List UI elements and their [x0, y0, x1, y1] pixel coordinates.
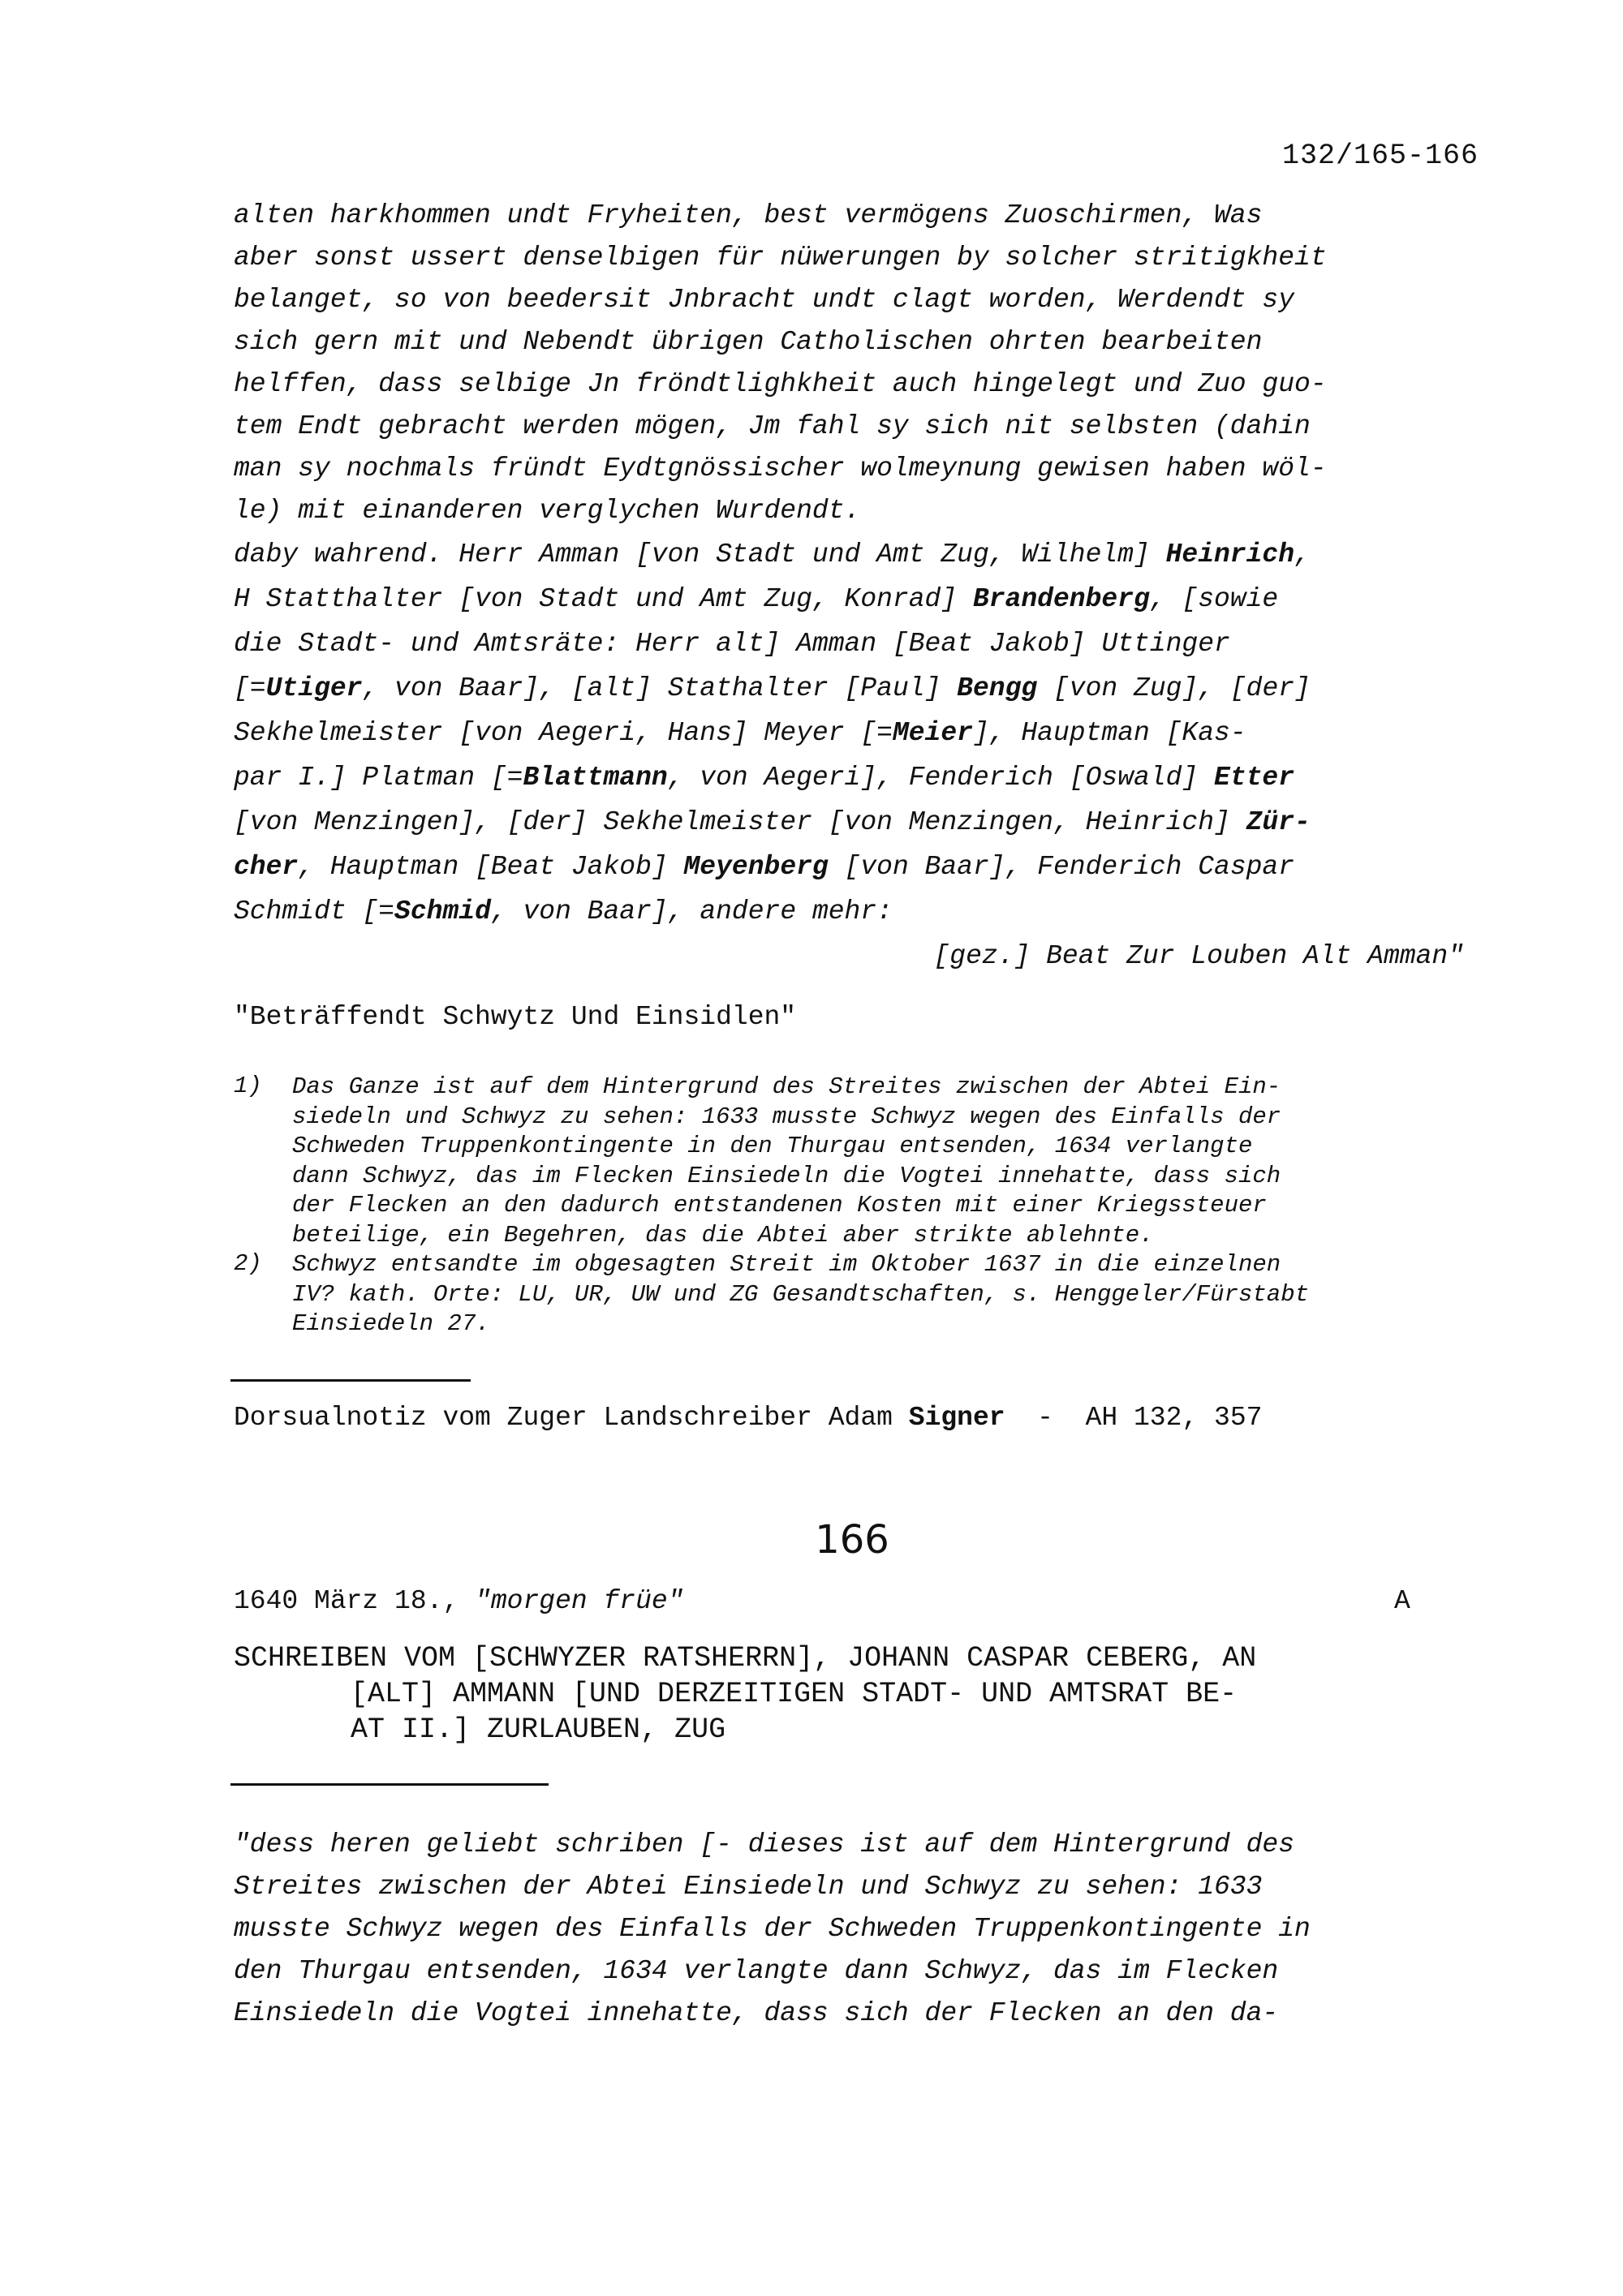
- title-line: SCHREIBEN VOM [SCHWYZER RATSHERRN], JOHANN CASPAR CEBERG, AN: [234, 1642, 1257, 1675]
- title-line: AT II.] ZURLAUBEN, ZUG: [351, 1713, 726, 1746]
- text-run: , von Aegeri], Fenderich [Oswald]: [667, 763, 1215, 793]
- text-line: sich gern mit und Nebendt übrigen Catholischen ohrten bearbeiten: [234, 327, 1263, 357]
- bold-name: cher: [234, 852, 299, 882]
- text-run: H Statthalter [von Stadt und Amt Zug, Konrad]: [234, 584, 973, 614]
- dorsal-note: [234, 1397, 1262, 1439]
- text-run: , von Baar], [alt] Stathalter [Paul]: [362, 673, 958, 703]
- footnote-line: IV? kath. Orte: LU, UR, UW und ZG Gesandtschaften, s. Henggeler/Fürstabt: [292, 1280, 1310, 1308]
- footnote-number: 2): [234, 1250, 262, 1277]
- footnote: [234, 1250, 1516, 1339]
- text-line: tem Endt gebracht werden mögen, Jm fahl sy sich nit selbsten (dahin: [234, 411, 1311, 441]
- text-run: ], Hauptman [Kas-: [972, 718, 1246, 748]
- text-line: [234, 577, 1500, 621]
- text-run: Dorsualnotiz vom Zuger Landschreiber Adam: [234, 1403, 909, 1433]
- bold-name: Schmid: [394, 896, 491, 927]
- time-text: "morgen früe": [475, 1586, 684, 1616]
- text-line: den Thurgau entsenden, 1634 verlangte dann Schwyz, das im Flecken: [234, 1956, 1279, 1986]
- bold-name: Zür-: [1246, 807, 1311, 837]
- text-line: "dess heren geliebt schriben [- dieses ist auf dem Hintergrund des: [234, 1829, 1295, 1860]
- bold-name: Blattmann: [523, 763, 668, 793]
- footnote-line: siedeln und Schwyz zu sehen: 1633 musste Schwyz wegen des Einfalls der: [292, 1103, 1281, 1130]
- text-line: belanget, so von beedersit Jnbracht undt clagt worden, Werdendt sy: [234, 285, 1295, 315]
- text-run: , [sowie: [1149, 584, 1279, 614]
- footnote: [234, 1073, 1516, 1250]
- text-run: daby wahrend. Herr Amman [von Stadt und Amt Zug, Wilhelm]: [234, 540, 1166, 570]
- bold-name: Meier: [892, 718, 973, 748]
- text-run: par I.] Platman [=: [234, 763, 523, 793]
- document-number: 166: [815, 1517, 889, 1563]
- footnotes: [234, 1073, 1516, 1339]
- title-line: [ALT] AMMANN [UND DERZEITIGEN STADT- UND AMTSRAT BE-: [351, 1678, 1238, 1710]
- text-line: Einsiedeln die Vogtei innehatte, dass sich der Flecken an den da-: [234, 1998, 1279, 2028]
- bold-name: Etter: [1214, 763, 1295, 793]
- bold-name: Bengg: [957, 673, 1038, 703]
- footnote-line: dann Schwyz, das im Flecken Einsiedeln die Vogtei innehatte, dass sich: [292, 1162, 1281, 1189]
- text-line: [234, 711, 1500, 755]
- text-run: , Hauptman [Beat Jakob]: [298, 852, 684, 882]
- text-line: le) mit einanderen verglychen Wurdendt.: [234, 496, 861, 526]
- bold-name: Meyenberg: [683, 852, 829, 882]
- bold-name: Utiger: [265, 673, 363, 703]
- text-line: Streites zwischen der Abtei Einsiedeln und Schwyz zu sehen: 1633: [234, 1872, 1263, 1902]
- text-run: ,: [1294, 540, 1311, 570]
- letter-quote-text: [234, 1824, 1516, 2035]
- bold-name: Signer: [908, 1403, 1005, 1433]
- section-heading-quote: "Beträffendt Schwytz Und Einsidlen": [234, 1002, 797, 1032]
- document-title: [234, 1640, 1532, 1748]
- bold-name: Heinrich: [1165, 540, 1295, 570]
- text-line: alten harkhommen undt Fryheiten, best vermögens Zuoschirmen, Was: [234, 200, 1263, 230]
- footnote-line: Schwyz entsandte im obgesagten Streit im Oktober 1637 in die einzelnen: [292, 1251, 1281, 1278]
- footnote-line: beteilige, ein Begehren, das die Abtei aber strikte ablehnte.: [292, 1221, 1154, 1249]
- text-line: die Stadt- und Amtsräte: Herr alt] Amman [Beat Jakob] Uttinger: [234, 629, 1230, 659]
- text-line: [234, 800, 1500, 845]
- text-run: [=: [234, 673, 266, 703]
- date-line: [234, 1580, 684, 1623]
- footnote-number: 1): [234, 1073, 262, 1099]
- footnote-line: Das Ganze ist auf dem Hintergrund des Streites zwischen der Abtei Ein-: [292, 1073, 1281, 1100]
- main-body-text: [234, 195, 1500, 532]
- text-line: [234, 889, 1500, 934]
- text-run: - AH 132, 357: [1005, 1403, 1263, 1433]
- text-run: Sekhelmeister [von Aegeri, Hans] Meyer [=: [234, 718, 893, 748]
- text-line: [234, 666, 1500, 711]
- title-divider: [230, 1783, 549, 1786]
- text-run: [von Baar], Fenderich Caspar: [828, 852, 1295, 882]
- text-run: [von Menzingen], [der] Sekhelmeister [von Menzingen, Heinrich]: [234, 807, 1246, 837]
- text-line: [234, 532, 1500, 577]
- section-divider: [230, 1379, 471, 1382]
- document-type-letter: A: [1394, 1586, 1410, 1616]
- page-reference: 132/165-166: [1281, 140, 1479, 172]
- text-line: man sy nochmals fründt Eydtgnössischer wolmeynung gewisen haben wöl-: [234, 454, 1327, 484]
- text-run: , von Baar], andere mehr:: [490, 896, 893, 927]
- bold-name: Brandenberg: [972, 584, 1150, 614]
- footnote-line: Schweden Truppenkontingente in den Thurgau entsenden, 1634 verlangte: [292, 1133, 1253, 1159]
- date-text: 1640 März 18.,: [234, 1586, 476, 1616]
- text-run: [von Zug], [der]: [1037, 673, 1311, 703]
- footnote-line: der Flecken an den dadurch entstandenen Kosten mit einer Kriegssteuer: [292, 1192, 1267, 1219]
- text-run: Schmidt [=: [234, 896, 395, 927]
- text-line: musste Schwyz wegen des Einfalls der Schweden Truppenkontingente in: [234, 1914, 1311, 1944]
- annotated-attendees-text: [234, 532, 1500, 978]
- text-line: [234, 845, 1500, 889]
- text-line: helffen, dass selbige Jn fröndtlighkheit auch hingelegt und Zuo guo-: [234, 369, 1327, 399]
- footnote-line: Einsiedeln 27.: [292, 1310, 490, 1337]
- text-line: [234, 755, 1500, 800]
- signature-line: [gez.] Beat Zur Louben Alt Amman": [933, 941, 1464, 971]
- text-line: aber sonst ussert denselbigen für nüwerungen by solcher stritigkheit: [234, 243, 1327, 273]
